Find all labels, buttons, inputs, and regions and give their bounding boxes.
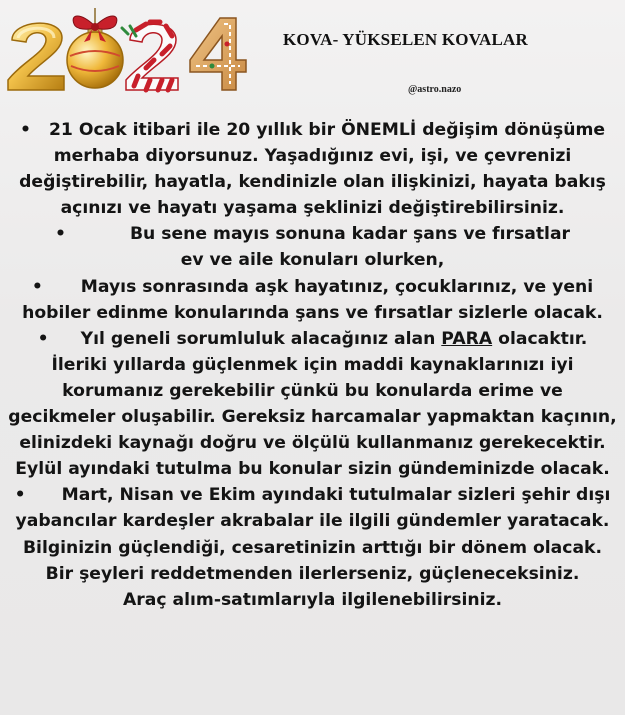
horoscope-body: [0, 117, 625, 613]
candy-cane-two-icon: [122, 22, 178, 90]
page-title: KOVA- YÜKSELEN KOVALAR: [283, 30, 528, 49]
paragraph-line: İleriki yıllarda güçlenmek için maddi kaynaklarınızı iyi: [51, 354, 574, 375]
paragraph-line: değiştirebilir, hayatla, kendinizle olan ilişkinizi, hayata bakış: [19, 172, 606, 193]
paragraph-line: açınızı ve hayatı yaşama şeklinizi değiştirebilirsiniz.: [60, 198, 565, 219]
bullet-icon: •: [19, 120, 31, 140]
paragraph-line: yabancılar kardeşler akrabalar ile ilgili gündemler yaratacak.: [15, 511, 610, 532]
digit-two-gold-icon: [8, 23, 64, 90]
paragraph-line: korumanız gerekebilir çünkü bu konularda erime ve: [62, 380, 563, 401]
year-2024-ornament: [0, 0, 250, 100]
paragraph-line: Araç alım-satımlarıyla ilgilenebilirsiniz.: [122, 589, 502, 610]
paragraph-line: merhaba diyorsunuz. Yaşadığınız evi, işi, ve çevrenizi: [53, 146, 572, 167]
author-handle: @astro.nazo: [408, 84, 462, 95]
bullet-icon: •: [37, 328, 49, 349]
paragraph-line: • Mart, Nisan ve Ekim ayındaki tutulmalar sizleri şehir dışı: [0, 482, 625, 508]
paragraph-line: ev ve aile konuları olurken,: [180, 250, 445, 271]
bullet-icon: •: [14, 485, 26, 506]
paragraph-line: • Bu sene mayıs sonuna kadar şans ve fırsatlar: [0, 221, 625, 247]
ornament-ball-icon: [67, 8, 123, 88]
paragraph-line: hobiler edinme konularında şans ve fırsatlar sizlerle olacak.: [22, 302, 603, 323]
emphasis-para: PARA: [441, 328, 493, 349]
paragraph-line: gecikmeler oluşabilir. Gereksiz harcamalar yapmaktan kaçının,: [8, 407, 617, 428]
paragraph-line: Bilginizin güçlendiği, cesaretinizin arttığı bir dönem olacak.: [22, 537, 603, 558]
paragraph-line: Eylül ayındaki tutulma bu konular sizin gündeminizde olacak.: [15, 459, 610, 480]
paragraph-line: • 21 Ocak itibari ile 20 yıllık bir ÖNEMLİ değişim dönüşüme: [0, 117, 625, 143]
paragraph-line: • Mayıs sonrasında aşk hayatınız, çocuklarınız, ve yeni: [0, 274, 625, 300]
paragraph-line: Bir şeyleri reddetmenden ilerlerseniz, güçleneceksiniz.: [45, 563, 580, 584]
gingerbread-four-icon: [190, 18, 246, 90]
bullet-icon: •: [54, 224, 66, 245]
paragraph-line: elinizdeki kaynağı doğru ve ölçülü kullanmanız gerekecektir.: [19, 433, 606, 454]
paragraph-line: • Yıl geneli sorumluluk alacağınız alan PARA olacaktır.: [0, 326, 625, 352]
bullet-icon: •: [31, 276, 43, 297]
